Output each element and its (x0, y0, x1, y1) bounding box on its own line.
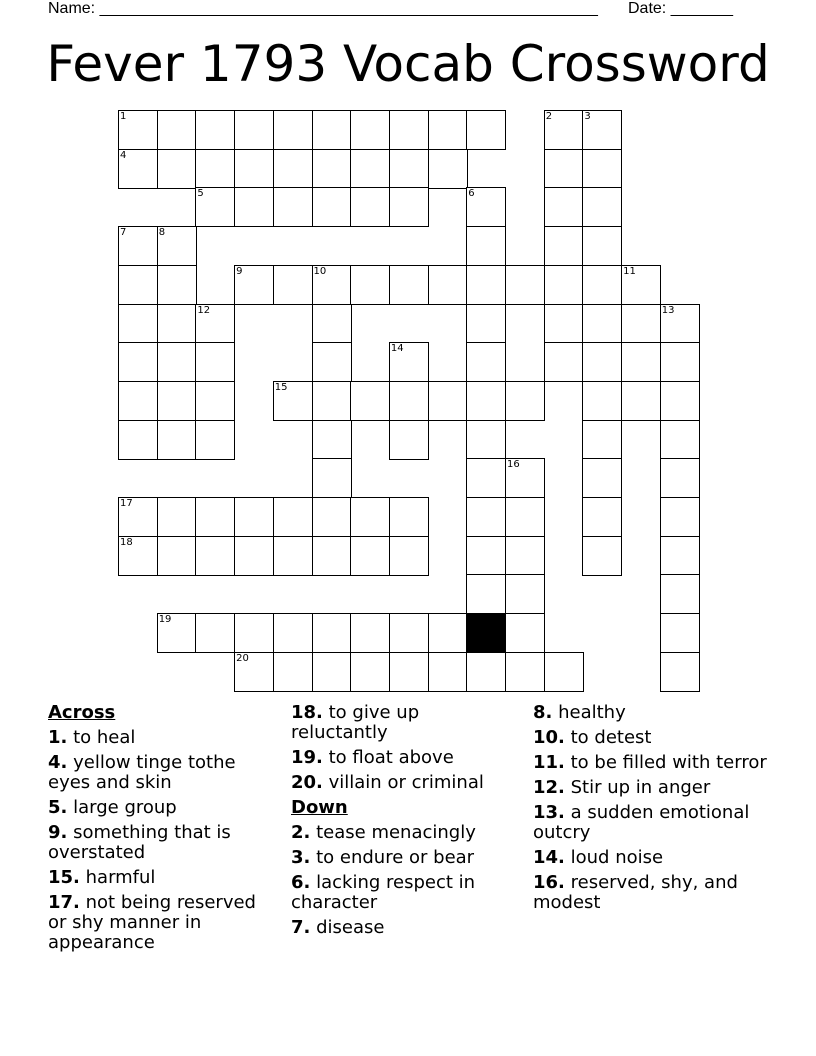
cell-number: 16 (507, 459, 520, 471)
grid-cell[interactable] (118, 381, 158, 421)
grid-cell[interactable] (389, 497, 429, 537)
clue-text: lacking respect in character (291, 872, 476, 913)
grid-cell[interactable] (273, 110, 313, 150)
grid-cell[interactable] (312, 110, 352, 150)
clue-number: 2. (291, 822, 311, 843)
grid-cell[interactable] (350, 265, 390, 305)
name-field-label: Name: ________________________________________________________ (48, 0, 598, 17)
grid-cell[interactable] (273, 613, 313, 653)
clue-text: a sudden emotional outcry (533, 802, 750, 843)
grid-cell[interactable] (273, 652, 313, 692)
grid-cell[interactable] (621, 304, 661, 344)
cell-number: 4 (120, 149, 127, 161)
clue-item (291, 773, 521, 793)
clue-text: disease (316, 917, 385, 938)
cell-number: 19 (158, 614, 172, 626)
clue-item (291, 873, 521, 913)
cell-number: 11 (623, 265, 636, 277)
clue-text: to float above (328, 747, 454, 768)
grid-cell[interactable] (505, 536, 545, 576)
clue-item (291, 823, 521, 843)
clue-number: 8. (533, 702, 553, 723)
grid-cell[interactable] (195, 420, 235, 460)
grid-cell[interactable] (505, 381, 545, 421)
clue-text: Stir up in anger (570, 777, 711, 798)
grid-cell[interactable] (118, 536, 158, 576)
grid-cell[interactable] (660, 613, 700, 653)
grid-cell[interactable] (582, 226, 622, 266)
clue-column-2 (291, 703, 521, 943)
grid-cell[interactable] (118, 342, 158, 382)
clue-item (533, 728, 773, 748)
cell-number: 3 (584, 111, 591, 122)
grid-cell[interactable] (389, 110, 429, 150)
grid-cell[interactable] (466, 420, 506, 460)
clue-text: yellow tinge tothe eyes and skin (48, 752, 236, 793)
clue-item (533, 703, 773, 723)
cell-number: 17 (120, 498, 133, 509)
clue-text: to detest (570, 727, 652, 748)
clue-item (48, 728, 278, 748)
grid-cell[interactable] (157, 613, 197, 653)
clue-number: 18. (291, 702, 323, 723)
grid-cell[interactable] (157, 226, 197, 266)
grid-cell[interactable] (582, 342, 622, 382)
grid-cell[interactable] (350, 536, 390, 576)
grid-cell[interactable] (118, 149, 158, 189)
grid-cell[interactable] (312, 381, 352, 421)
grid-cell[interactable] (157, 420, 197, 460)
grid-cell[interactable] (312, 304, 352, 344)
grid-cell[interactable] (234, 652, 274, 692)
clue-text: large group (73, 797, 177, 818)
grid-cell[interactable] (428, 265, 468, 305)
grid-cell[interactable] (466, 304, 506, 344)
clue-text: to heal (73, 727, 136, 748)
clue-text: to give up reluctantly (291, 702, 420, 743)
clue-text: to endure or bear (316, 847, 475, 868)
grid-cell[interactable] (195, 110, 235, 150)
grid-cell[interactable] (389, 187, 429, 227)
cell-number: 1 (120, 111, 127, 122)
grid-cell[interactable] (118, 226, 158, 266)
clue-text: healthy (558, 702, 626, 723)
clue-text: not being reserved or shy manner in appearance (48, 892, 256, 953)
clue-number: 9. (48, 822, 68, 843)
grid-cell[interactable] (582, 149, 622, 189)
grid-cell[interactable] (118, 304, 158, 344)
grid-cell[interactable] (660, 497, 700, 537)
grid-cell[interactable] (544, 265, 584, 305)
clue-number: 5. (48, 797, 68, 818)
grid-cell[interactable] (466, 265, 506, 305)
grid-cell[interactable] (350, 381, 390, 421)
grid-cell[interactable] (389, 342, 429, 382)
grid-cell[interactable] (428, 381, 468, 421)
grid-cell[interactable] (389, 613, 429, 653)
grid-cell[interactable] (660, 536, 700, 576)
grid-cell[interactable] (312, 149, 352, 189)
crossword-grid (118, 110, 700, 693)
grid-cell[interactable] (505, 613, 545, 653)
grid-cell[interactable] (582, 265, 622, 305)
grid-cell[interactable] (273, 149, 313, 189)
clue-number: 13. (533, 802, 565, 823)
grid-cell[interactable] (428, 613, 468, 653)
clue-item (291, 918, 521, 938)
clue-text: something that is overstated (48, 822, 231, 863)
clue-item (533, 803, 773, 843)
grid-cell[interactable] (273, 381, 313, 421)
grid-cell[interactable] (157, 536, 197, 576)
grid-cell[interactable] (312, 497, 352, 537)
clue-text: loud noise (570, 847, 664, 868)
clue-item (291, 848, 521, 868)
grid-cell[interactable] (660, 304, 700, 344)
grid-cell[interactable] (505, 574, 545, 614)
grid-cell[interactable] (621, 342, 661, 382)
grid-cell[interactable] (195, 187, 235, 227)
grid-cell[interactable] (195, 149, 235, 189)
cell-number: 14 (390, 343, 404, 355)
grid-cell[interactable] (466, 381, 506, 421)
header-row (48, 0, 748, 20)
grid-cell[interactable] (234, 265, 274, 305)
grid-cell[interactable] (544, 652, 584, 692)
grid-cell[interactable] (466, 652, 506, 692)
grid-cell[interactable] (195, 613, 235, 653)
grid-cell[interactable] (273, 497, 313, 537)
grid-cell[interactable] (118, 420, 158, 460)
grid-cell[interactable] (544, 342, 584, 382)
grid-cell[interactable] (312, 187, 352, 227)
grid-cell[interactable] (157, 149, 197, 189)
clue-number: 11. (533, 752, 565, 773)
grid-cell[interactable] (350, 110, 390, 150)
grid-cell[interactable] (428, 652, 468, 692)
cell-number: 20 (236, 652, 249, 664)
grid-cell[interactable] (312, 265, 352, 305)
clue-item (48, 893, 278, 953)
grid-cell[interactable] (544, 110, 584, 150)
grid-cell[interactable] (621, 381, 661, 421)
clue-column-1 (48, 703, 278, 958)
grid-cell[interactable] (544, 149, 584, 189)
grid-cell[interactable] (234, 613, 274, 653)
grid-cell[interactable] (195, 497, 235, 537)
clue-number: 16. (533, 872, 565, 893)
grid-cell[interactable] (234, 536, 274, 576)
cell-number: 5 (197, 188, 204, 200)
clue-column-3 (533, 703, 773, 918)
grid-cell[interactable] (273, 265, 313, 305)
grid-cell[interactable] (466, 110, 506, 150)
grid-cell[interactable] (389, 381, 429, 421)
cell-number: 9 (236, 265, 243, 277)
grid-cell[interactable] (195, 304, 235, 344)
grid-cell[interactable] (157, 265, 197, 305)
grid-cell[interactable] (544, 187, 584, 227)
clue-number: 10. (533, 727, 565, 748)
grid-cell[interactable] (660, 342, 700, 382)
cell-number: 7 (120, 227, 127, 239)
clue-number: 17. (48, 892, 80, 913)
cell-number: 13 (661, 304, 675, 316)
clue-text: harmful (85, 867, 156, 888)
grid-cell[interactable] (312, 652, 352, 692)
grid-cell[interactable] (195, 342, 235, 382)
clue-item (48, 823, 278, 863)
grid-cell[interactable] (466, 187, 506, 227)
grid-cell[interactable] (234, 110, 274, 150)
grid-cell[interactable] (350, 497, 390, 537)
grid-cell[interactable] (582, 381, 622, 421)
grid-cell[interactable] (466, 342, 506, 382)
grid-cell[interactable] (312, 536, 352, 576)
grid-cell[interactable] (660, 420, 700, 460)
grid-cell[interactable] (582, 420, 622, 460)
clue-item (291, 748, 521, 768)
cell-number: 18 (120, 536, 133, 548)
grid-cell[interactable] (157, 381, 197, 421)
clue-number: 3. (291, 847, 311, 868)
grid-cell[interactable] (312, 458, 352, 498)
grid-cell[interactable] (389, 265, 429, 305)
grid-cell[interactable] (273, 536, 313, 576)
grid-cell[interactable] (466, 458, 506, 498)
grid-cell[interactable] (273, 187, 313, 227)
clue-number: 20. (291, 772, 323, 793)
clue-number: 12. (533, 777, 565, 798)
clue-item (48, 868, 278, 888)
grid-cell[interactable] (466, 574, 506, 614)
grid-cell[interactable] (582, 497, 622, 537)
grid-cell[interactable] (157, 497, 197, 537)
grid-cell[interactable] (195, 536, 235, 576)
grid-cell[interactable] (157, 342, 197, 382)
grid-cell[interactable] (350, 652, 390, 692)
grid-cell[interactable] (660, 381, 700, 421)
clue-item (533, 848, 773, 868)
clue-number: 14. (533, 847, 565, 868)
clue-text: reserved, shy, and modest (533, 872, 738, 913)
section-heading: Down (291, 797, 348, 818)
clue-item (533, 778, 773, 798)
grid-cell[interactable] (505, 652, 545, 692)
grid-cell[interactable] (118, 497, 158, 537)
grid-cell[interactable] (660, 458, 700, 498)
grid-cell[interactable] (582, 304, 622, 344)
grid-cell-blocked (466, 613, 506, 653)
grid-cell[interactable] (157, 304, 197, 344)
grid-cell[interactable] (350, 187, 390, 227)
grid-cell[interactable] (544, 226, 584, 266)
grid-cell[interactable] (389, 420, 429, 460)
grid-cell[interactable] (234, 187, 274, 227)
clue-number: 15. (48, 867, 80, 888)
grid-cell[interactable] (621, 265, 661, 305)
grid-cell[interactable] (312, 342, 352, 382)
grid-cell[interactable] (505, 265, 545, 305)
clue-text: to be filled with terror (570, 752, 767, 773)
grid-cell[interactable] (466, 226, 506, 266)
cell-number: 15 (274, 381, 288, 393)
clue-number: 1. (48, 727, 68, 748)
grid-cell[interactable] (466, 497, 506, 537)
cell-number: 2 (545, 111, 553, 122)
grid-cell[interactable] (505, 458, 545, 498)
page-title: Fever 1793 Vocab Crossword (46, 35, 770, 93)
date-field-label: Date: _______ (628, 0, 733, 17)
grid-cell[interactable] (157, 110, 197, 150)
clue-number: 19. (291, 747, 323, 768)
grid-cell[interactable] (234, 149, 274, 189)
clue-item (48, 753, 278, 793)
clue-number: 4. (48, 752, 68, 773)
grid-cell[interactable] (312, 613, 352, 653)
grid-cell[interactable] (428, 149, 468, 189)
cell-number: 10 (313, 265, 327, 277)
grid-cell[interactable] (118, 265, 158, 305)
clue-text: villain or criminal (328, 772, 484, 793)
grid-cell[interactable] (660, 652, 700, 692)
cell-number: 12 (197, 304, 211, 316)
grid-cell[interactable] (234, 497, 274, 537)
grid-cell[interactable] (118, 110, 158, 150)
grid-cell[interactable] (466, 536, 506, 576)
clue-item (533, 753, 773, 773)
clue-item (533, 873, 773, 913)
grid-cell[interactable] (582, 458, 622, 498)
grid-cell[interactable] (582, 187, 622, 227)
grid-cell[interactable] (389, 149, 429, 189)
grid-cell[interactable] (544, 304, 584, 344)
grid-cell[interactable] (428, 110, 468, 150)
grid-cell[interactable] (505, 497, 545, 537)
grid-cell[interactable] (389, 536, 429, 576)
grid-cell[interactable] (350, 613, 390, 653)
grid-cell[interactable] (660, 574, 700, 614)
cell-number: 8 (158, 227, 166, 239)
grid-cell[interactable] (350, 149, 390, 189)
grid-cell[interactable] (389, 652, 429, 692)
grid-cell[interactable] (195, 381, 235, 421)
clue-text: tease menacingly (316, 822, 476, 843)
clue-number: 7. (291, 917, 311, 938)
clue-item (48, 798, 278, 818)
grid-cell[interactable] (582, 110, 622, 150)
section-heading: Across (48, 702, 116, 723)
clue-item (291, 703, 521, 743)
cell-number: 6 (468, 188, 475, 200)
clue-number: 6. (291, 872, 311, 893)
grid-cell[interactable] (582, 536, 622, 576)
grid-cell[interactable] (312, 420, 352, 460)
